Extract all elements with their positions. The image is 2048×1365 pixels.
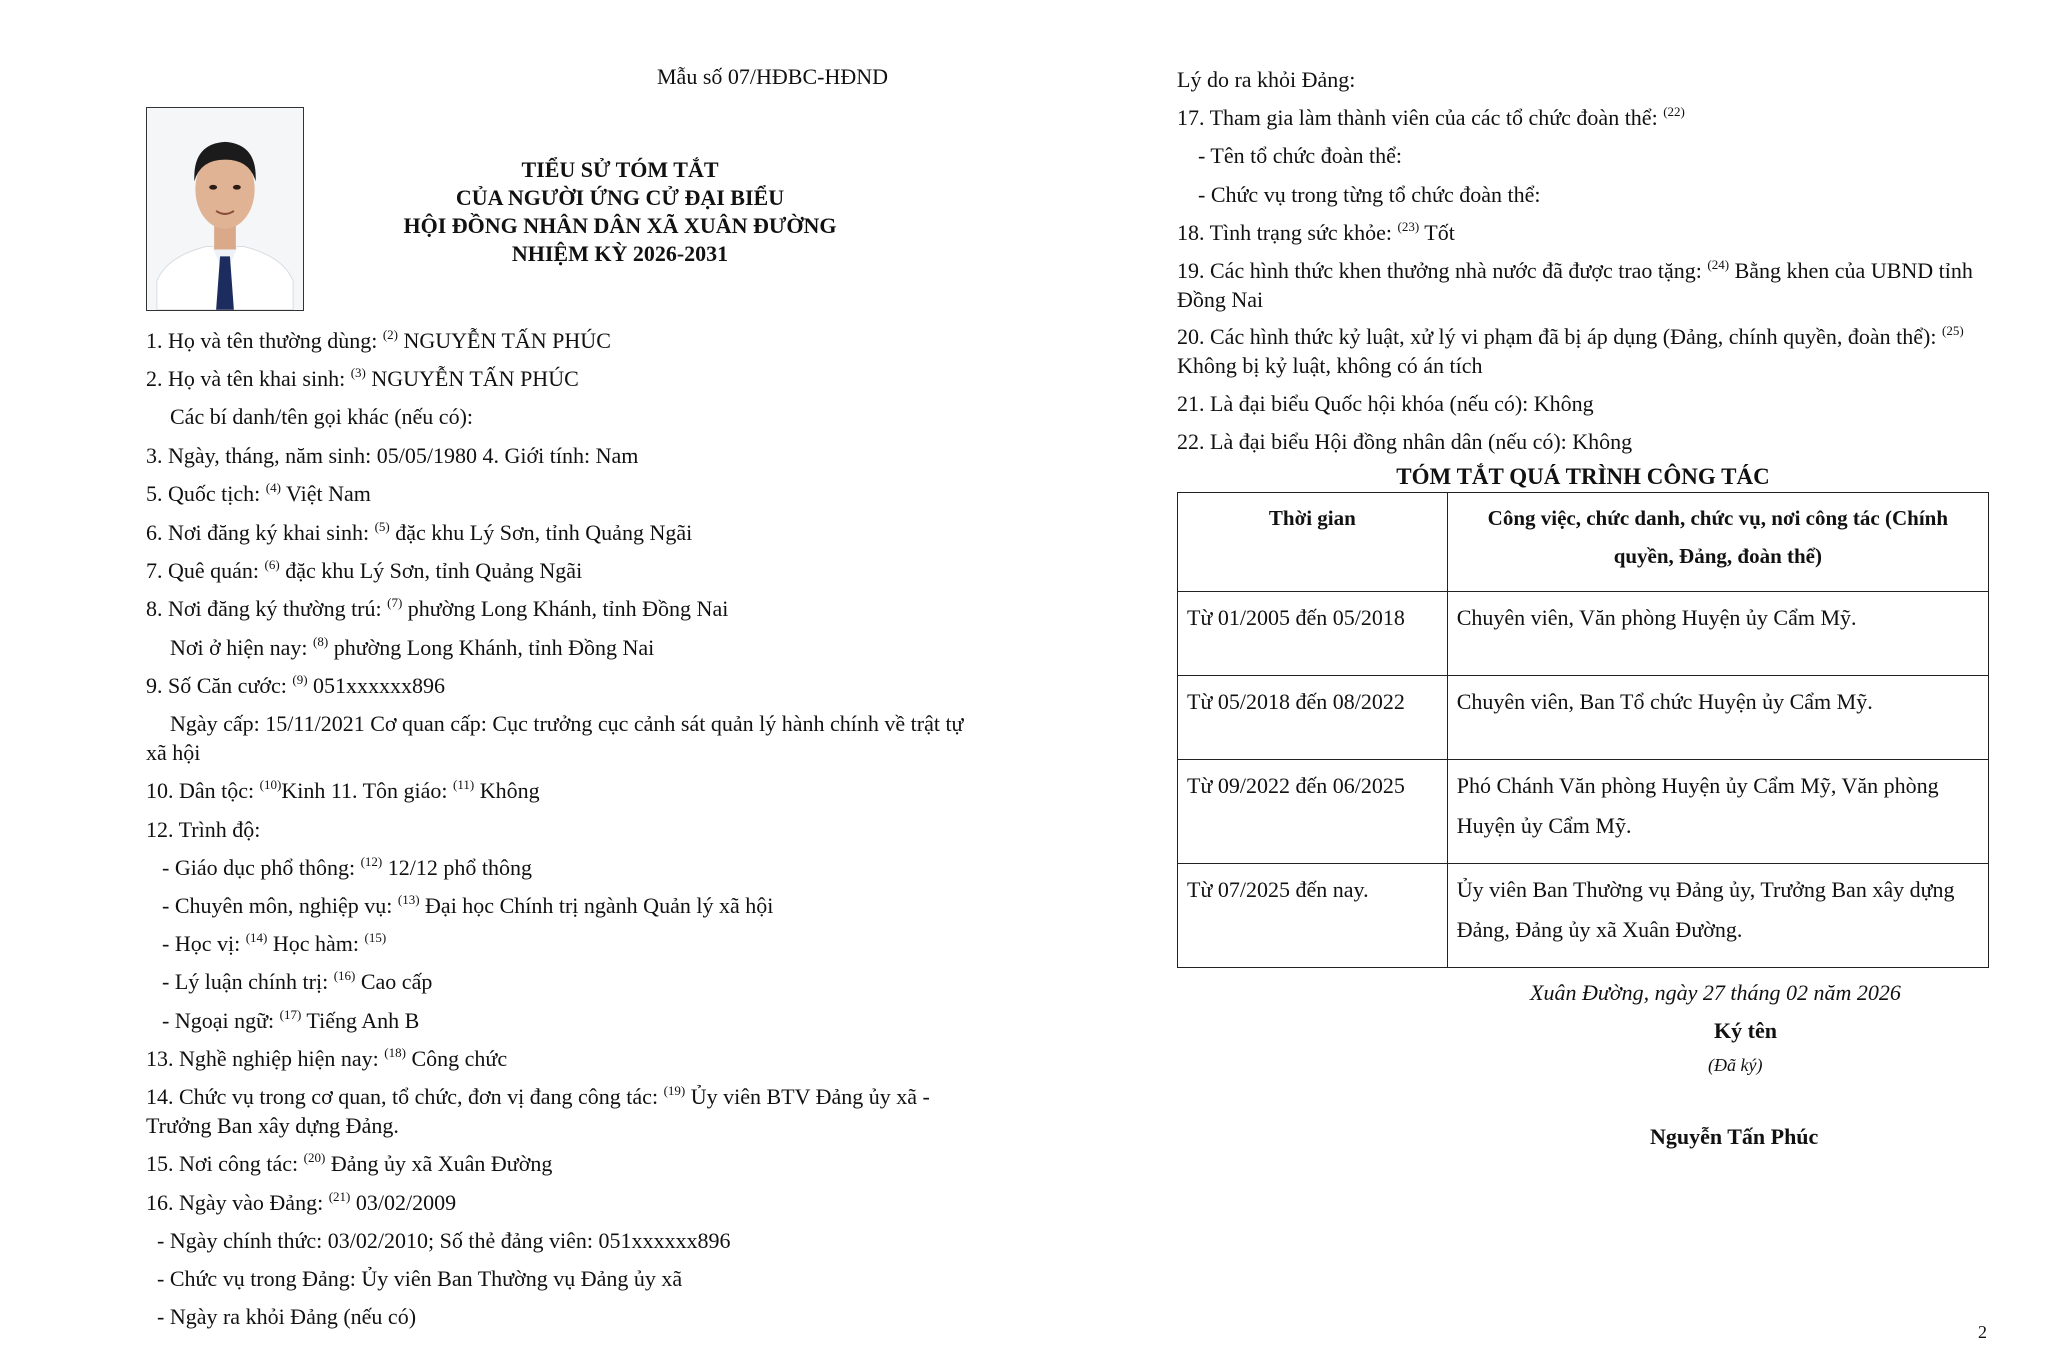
header-job: Công việc, chức danh, chức vụ, nơi công tác (Chính quyền, Đảng, đoàn thể) [1447,493,1988,592]
field-political-theory: - Lý luận chính trị: $^{(16)}$ Cao cấp [162,968,433,994]
field-discipline: 20. Các hình thức kỷ luật, xử lý vi phạm đã bị áp dụng (Đảng, chính quyền, đoàn thể): $^{(25)}$ Không bị kỷ luật, không có án tích [1177,323,1964,378]
field-id-number: 9. Số Căn cước: $^{(9)}$ 051xxxxxx896 [146,672,446,698]
document-title [330,156,910,268]
title-line-3: HỘI ĐỒNG NHÂN DÂN XÃ XUÂN ĐƯỜNG [403,213,837,238]
form-code: Mẫu số 07/HĐBC-HĐND [657,64,888,89]
row-time: Từ 09/2022 đến 06/2025 [1178,760,1448,864]
work-history-title: TÓM TẮT QUÁ TRÌNH CÔNG TÁC [1396,464,1770,489]
field-aliases: Các bí danh/tên gọi khác (nếu có): [170,404,474,429]
field-party-leave-date: - Ngày ra khỏi Đảng (nếu có) [157,1304,417,1329]
field-foreign-language: - Ngoại ngữ: $^{(17)}$ Tiếng Anh B [162,1007,420,1033]
signature-name: Nguyễn Tấn Phúc [1650,1124,1819,1149]
field-party-position: - Chức vụ trong Đảng: Ủy viên Ban Thường vụ Đảng ủy xã [157,1266,683,1291]
field-specialization: - Chuyên môn, nghiệp vụ: $^{(13)}$ Đại học Chính trị ngành Quản lý xã hội [162,892,774,918]
field-nationality: 5. Quốc tịch: $^{(4)}$ Việt Nam [146,480,371,506]
signature-place-date: Xuân Đường, ngày 27 tháng 02 năm 2026 [1530,980,1901,1005]
row-job: Chuyên viên, Văn phòng Huyện ủy Cẩm Mỹ. [1447,592,1988,676]
signature-note: (Đã ký) [1708,1055,1763,1075]
field-party-join-date: 16. Ngày vào Đảng: $^{(21)}$ 03/02/2009 [146,1189,457,1215]
table-row [1178,592,1989,676]
field-id-issue: Ngày cấp: 15/11/2021 Cơ quan cấp: Cục trưởng cục cảnh sát quản lý hành chính về trật tự xã hội [146,711,964,765]
row-job: Ủy viên Ban Thường vụ Đảng ủy, Trưởng Ban xây dựng Đảng, Đảng ủy xã Xuân Đường. [1447,864,1988,968]
table-header-row [1178,493,1989,592]
row-time: Từ 07/2025 đến nay. [1178,864,1448,968]
field-organization-name: - Tên tổ chức đoàn thể: [1198,143,1402,168]
title-line-1: TIỂU SỬ TÓM TẮT [521,157,719,182]
field-organization-position: - Chức vụ trong từng tổ chức đoàn thể: [1198,182,1541,207]
field-birth-registration: 6. Nơi đăng ký khai sinh: $^{(5)}$ đặc khu Lý Sơn, tỉnh Quảng Ngãi [146,519,693,545]
table-row [1178,676,1989,760]
field-general-education: - Giáo dục phổ thông: $^{(12)}$ 12/12 phổ thông [162,854,532,880]
table-row [1178,864,1989,968]
portrait-photo [146,107,304,311]
table-row [1178,760,1989,864]
field-peoples-council: 22. Là đại biểu Hội đồng nhân dân (nếu có): Không [1177,429,1633,454]
row-job: Chuyên viên, Ban Tổ chức Huyện ủy Cẩm Mỹ. [1447,676,1988,760]
field-dob-gender: 3. Ngày, tháng, năm sinh: 05/05/1980 4. Giới tính: Nam [146,443,639,468]
title-line-4: NHIỆM KỲ 2026-2031 [511,241,729,266]
row-job: Phó Chánh Văn phòng Huyện ủy Cẩm Mỹ, Văn phòng Huyện ủy Cẩm Mỹ. [1447,760,1988,864]
field-party-official: - Ngày chính thức: 03/02/2010; Số thẻ đảng viên: 051xxxxxx896 [157,1228,731,1253]
row-time: Từ 01/2005 đến 05/2018 [1178,592,1448,676]
header-time: Thời gian [1178,493,1448,592]
field-organizations: 17. Tham gia làm thành viên của các tổ chức đoàn thể: $^{(22)}$ [1177,104,1685,130]
field-party-leave-reason: Lý do ra khỏi Đảng: [1177,67,1356,92]
field-awards: 19. Các hình thức khen thưởng nhà nước đã được trao tặng: $^{(24)}$ Bằng khen của UBND tỉnh Đồng Nai [1177,257,1973,312]
field-permanent-residence: 8. Nơi đăng ký thường trú: $^{(7)}$ phường Long Khánh, tỉnh Đồng Nai [146,595,729,621]
field-common-name: 1. Họ và tên thường dùng: $^{(2)}$ NGUYỄN TẤN PHÚC [146,327,611,353]
field-national-assembly: 21. Là đại biểu Quốc hội khóa (nếu có): Không [1177,391,1594,416]
field-ethnicity-religion: 10. Dân tộc: $^{(10)}$Kinh 11. Tôn giáo: $^{(11)}$ Không [146,777,540,803]
field-hometown: 7. Quê quán: $^{(6)}$ đặc khu Lý Sơn, tỉnh Quảng Ngãi [146,557,583,583]
page-number: 2 [1978,1322,1987,1342]
title-line-2: CỦA NGƯỜI ỨNG CỬ ĐẠI BIỂU [455,185,785,210]
field-birth-name: 2. Họ và tên khai sinh: $^{(3)}$ NGUYỄN TẤN PHÚC [146,365,579,391]
field-health: 18. Tình trạng sức khỏe: $^{(23)}$ Tốt [1177,219,1455,245]
field-education: 12. Trình độ: [146,817,261,842]
field-occupation: 13. Nghề nghiệp hiện nay: $^{(18)}$ Công chức [146,1045,508,1071]
field-position: 14. Chức vụ trong cơ quan, tổ chức, đơn vị đang công tác: $^{(19)}$ Ủy viên BTV Đảng ủy xã - Trưởng Ban xây dựng Đảng. [146,1083,930,1138]
signature-title: Ký tên [1714,1018,1777,1043]
work-history-table [1177,492,1989,968]
field-workplace: 15. Nơi công tác: $^{(20)}$ Đảng ủy xã Xuân Đường [146,1150,553,1176]
field-degree-title: - Học vị: $^{(14)}$ Học hàm: $^{(15)}$ [162,930,387,956]
field-current-residence: Nơi ở hiện nay: $^{(8)}$ phường Long Khánh, tỉnh Đồng Nai [170,634,655,660]
row-time: Từ 05/2018 đến 08/2022 [1178,676,1448,760]
